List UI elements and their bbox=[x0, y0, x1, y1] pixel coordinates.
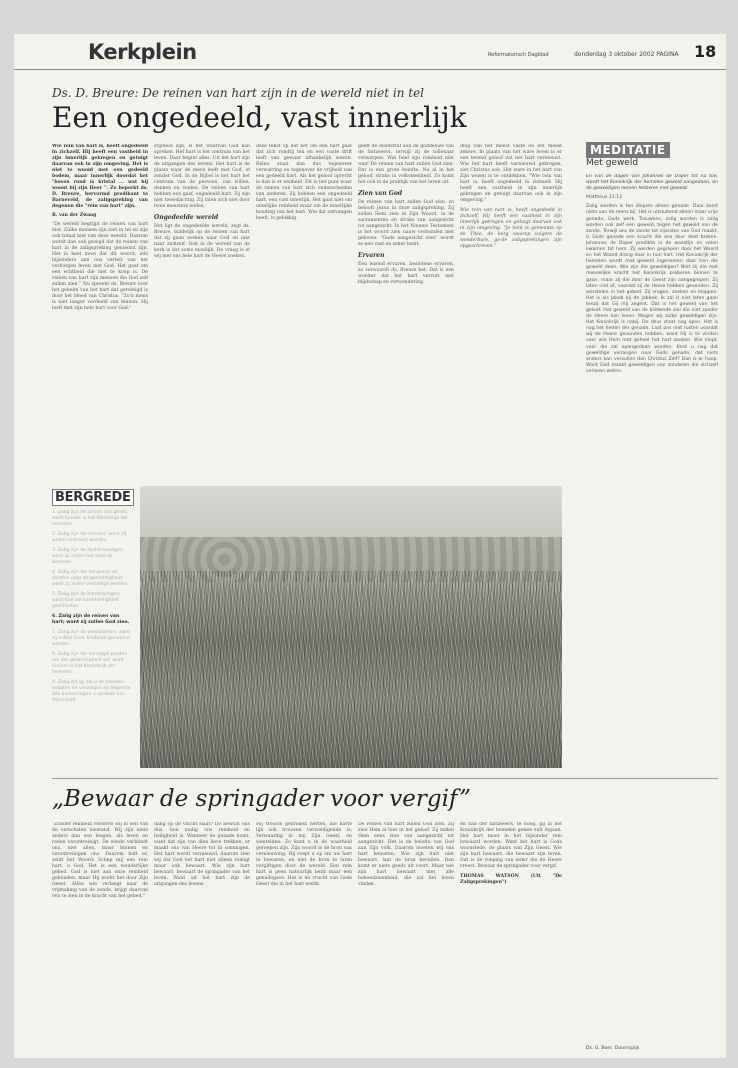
article-text: deze tekst op dat het om een hart gaat dat zich rondtij ten en een vaste drift leeft van gewaar afhankelijk wezen. Reine staat dan dus tegenover verwarring en tegenover de vrijheid van een gedeeld hart. Als het geloof oprecht is dan is er eenheid. Dit is het punt waar de reinen van hart zich onderscheiden van anderen. Zij hebben een ongedeeld hart, een vast innerlijk. Het gaat niet om uiterlijke reinheid maar om de innerlijke houding van het hart. Wie dat ontvangen heeft, is gelukkig. bbox=[256, 144, 352, 221]
meditatie-reference: Mattheus 11:12 bbox=[586, 195, 623, 201]
meditatie-label: MEDITATIE bbox=[586, 142, 670, 158]
article-byline: R. van der Zwaag bbox=[52, 213, 97, 218]
article-column-4 bbox=[358, 144, 454, 478]
article-intro: Wie rein van hart is, heeft ongedeeld in zichzelf. Hij heeft een vastheid in zijn innerlijk gekregen en getuigt daarvan ook in zijn omgeving. Het is niet te wuoid met een gedeeld bodem, maar innerlijk doordat het "boven rond is kristal ... wat hij woont bij zijn Heer ". Zo beperkt ds. D. Breure, hervormd predikant te Barneveld, de zaligspreking van degenen die "rein van hart" zijn. bbox=[52, 144, 148, 209]
article-column-1 bbox=[52, 144, 148, 478]
photo-grass bbox=[140, 571, 562, 768]
second-column-2 bbox=[154, 822, 250, 1047]
article-text: "Zonder reinheid verloren wij in een van de verschalen toestand. Wij zijn niets anders dan een leugen, als leven en reden verontreinigt. De zonde verblindt ons, niet allen, maar binnen en verontreinigen ons. Daarom bidt er, zeldt het Woord: Schep mij een rein hart, o God. Het is een wonderlijke gebed. God is niet aan onze reinheid gebonden, maar Hij werkt het door Zijn Geest. Allen wie verlangt naar de vrijmaking van de zonde, krijgt daarvan iets te zien in de kracht van het gebed." bbox=[52, 822, 148, 899]
second-column-5 bbox=[460, 822, 562, 1047]
article-subheading: Ervaren bbox=[358, 252, 385, 259]
meditatie-intro: En van de dagen van Johannes de Doper tot nu toe, wordt het Koninkrijk der hemelen geweld aangedaan, en de geweldigen nemen hetzelve met geweld. bbox=[586, 174, 718, 192]
article-text: Een lezend ervaren, beslotene ervaren, zo verwoordt ds. Breure het. Dat is een wonder dat het hart vervult met blijdschap en verwondering. bbox=[358, 262, 454, 285]
section-divider bbox=[52, 778, 718, 779]
bergrede-item: 9. Zalig zijt gij als u de mensen smaden en vervolgen en liegende alle kwaad tegen u spreken om Mijnentwil. bbox=[52, 680, 131, 703]
bergrede-item: 4. Zalig zijn die hongeren en dorsten naar de gerechtigheid; want zij zullen verzadigd worden. bbox=[52, 570, 129, 587]
pull-quote: Wie rein van hart is, heeft ongedeeld in zichzelf. Hij heeft een vastheid in zijn innerlijk gekregen en getuigt daarvan ook in zijn omgeving. "Je bent is gemeente op de Thee, de berg waarop volgers de wonderbare, ge-de zaligsprekingen zijn opgeschreven." bbox=[460, 208, 562, 249]
section-title: Kerkplein bbox=[88, 40, 197, 64]
article-text: geeft de doodstraf aan de goddeloze van de farizeeers, terwijl zij de tollenaar verwerpen. Wat heel zijn reinheid niet was! De reinen van hart zullen God zien. Dat is een grote belofte. Nu al in het geloof, straks in volkomenheid. Zo komt het ook in de praktijk van het leven uit. bbox=[358, 144, 454, 185]
newspaper-page bbox=[14, 34, 726, 1058]
article-text: stijlheid zijn, is het waarvan God kan spreken. Het hart is het centrum van het leven. Daar begint alles. Uit het hart zijn de uitgangen des levens. Het hart is de plaats waar de mens leeft met God, of zonder God. In de Bijbel is het hart het centrum van de persoon, van willen, denken en voelen. De reinen van hart hebben een gaaf, ongedeeld hart. Zij zijn niet tweeslachtig. Zij laten zich niet door twee meesters leiden. bbox=[154, 144, 250, 209]
bergrede-item: 1. Zalig zijn de armen van geest; want hunner is het Koninkrijk der hemelen. bbox=[52, 510, 129, 527]
page-header bbox=[14, 34, 726, 70]
article-text: Hij trooste gebroken herten, die harte lijk ook trouwen verweldigende is; Verwaardig in mij Zijn Geest, en wentelden: Zo kunt u in de waarheid geroepen zijn. Zijn woord is de bron van vernieuwing. Hij roept u op om uw hart te bewaren, en niet de bron te laten vergiftigen door de wereld. Een rein hart is geen natuurlijk bezit maar een genadegave. Het is de vrucht van Gods Geest die in het hart werkt. bbox=[256, 822, 352, 887]
article-headline: Een ongedeeld, vast innerlijk bbox=[52, 101, 467, 134]
field-photo bbox=[140, 486, 562, 768]
article-text: "De wereld begrijpt de reinen van hart niet. Zulke mensen zijn niet in tel en zijn ook totaal niet van deze wereld. Daarom wordt dan ook gezegd dat de reinen van hart in de zaligspreking genoemd zijn. Het is heel mooi dat dit woord, iets bijzonders aan ons vertelt van het verborgen leven met God. Het gaat om een echtheid die niet te koop is. De reinen van hart zijn mensen die God zelf zullen zien." Nu spreekt ds. Breure over het geheim van het hart dat gereinigd is door het bloed van Christus. "Zo'n mens is niet langer verdeeld van binnen. Hij leeft met zijn hele hart voor God." bbox=[52, 222, 148, 311]
article-column-5 bbox=[460, 144, 562, 478]
bergrede-item: 5. Zalig zijn de barmhartigen; want hun zal barmhartigheid geschieden. bbox=[52, 592, 121, 609]
article-text: en dan der farizeeers, te hoog, gij in het Koninkrijk der hemelen genen zult ingaan. Het hart moet in het bijzonder rein bewaard worden. Want het hart is Gods woonstede, de plaats van Zijn Geest. Wie zijn hart bewaart, die bewaart zijn leven. Dat is de roeping van ieder die de Heere vreest. Bewaar de springader voor vergif. bbox=[460, 822, 562, 869]
second-column-4 bbox=[358, 822, 454, 1047]
bergrede-title-text: BERGREDE bbox=[52, 489, 134, 506]
meditatie-title: Met geweld bbox=[586, 158, 639, 168]
meditatie-text: Zalig worden is ten diepste alleen genade. Daar komt niets van de mens bij. Het is uitsluitend alleen maar vrije genade, Gods werk. Trouwens, zalig worden is zalig worden ook zelf een geweld, tegen het geweld van de zonde. Terwijl ons de zonde tot vijanden van God maakt, is Gods genade een kracht die ons door doet breken. Johannes de Doper predikte in de woestijn en velen kwamen tot hem. Zij werden gegrepen door het Woord en het Woord drong door in hun hart. Het Koninkrijk der hemelen wordt met geweld ingenomen door hen die geweld doen. Wie zijn die geweldigen? Niet zij die met menselijke kracht het Koninkrijk proberen binnen te gaan, maar zij die door de Geest zijn aangegrepen. Zij laten niet af, voordat zij de Heere hebben gevonden. Zij worstelen in het gebed. Zij vragen, zoeken en kloppen. Het is als Jakob bij de Jabbok: Ik zal U niet laten gaan tenzij dat Gij mij zegent. Dat is het geweld van het geloof. Het geweld van de biddende ziel die niet zonder de Heere kan leven. Mogen wij zulke geweldigen zijn. Het Koninkrijk is nabij. De deur staat nog open. Het is nog het heden der genade. Laat ons niet rusten voordat wij de Heere gevonden hebben, want Hij is te vinden voor wie Hem met geheel het hart zoeken. Wie klopt, voor die zal opengedaan worden. Kent u nog dat geweldige verlangen naar Gods genade, dat niets anders kan vervullen dan Christus Zelf? Dan is er hoop. Want God maakt geweldigen van zondaren die zichzelf verloren weten. bbox=[586, 204, 718, 374]
dateline: donderdag 3 oktober 2002 PAGINA bbox=[574, 51, 679, 58]
second-column-3 bbox=[256, 822, 352, 1047]
article-text: De reinen van hart zullen God zien. Zij zien Hem al hier in het geloof. Zij zullen Hem eens zien van aangezicht tot aangezicht. Het is de belofte van God aan Zijn volk. Daarom moeten wij ons hart bewaren. Wie zijn hart niet bewaart, laat de bron bevuilen. Dan komt er niets goeds uit voort. Maar wie zijn hart bewaart met alle behoedzaamheid, die zal het leven vinden. bbox=[358, 822, 454, 887]
bergrede-item: 8. Zalig zijn die vervolgd worden om der gerechtigheid wil; want hunner is het Koninkrijk der hemelen. bbox=[52, 652, 128, 675]
bergrede-title bbox=[52, 490, 134, 505]
masthead: Reformatorisch Dagblad bbox=[488, 52, 549, 58]
second-column-1 bbox=[52, 822, 148, 1047]
article-subheading: Zien van God bbox=[358, 190, 403, 197]
article-kicker: Ds. D. Breure: De reinen van hart zijn in de wereld niet in tel bbox=[52, 86, 425, 100]
page-number: 18 bbox=[694, 42, 717, 61]
article-text: Het ligt de ongedeelde wereld, zegt ds. Breure, duidelijk op de reinen van hart dat zij gaan zoeken naar God en niet naar zichzelf. Ook in de wereld van de kerk is dat soms moeilijk. De vraag is of wij met ons hele hart de Heere zoeken. bbox=[154, 224, 250, 259]
meditatie-signature: Ds. G. Boer, Doornspijk bbox=[586, 1046, 640, 1051]
meditatie-body bbox=[586, 174, 718, 1044]
bergrede-list bbox=[52, 510, 132, 760]
article-text: De reinen van hart zullen God zien, zo belooft Jezus in deze zaligspreking. Zij zullen Hem zien in Zijn Woord, in de sacramenten en straks van aangezicht tot aangezicht. In het Nieuwe Testament is het woord zien nauw verbonden met geloven. "Gods aangezicht zien" wordt zo een vast en zeker bezit. bbox=[358, 200, 454, 247]
article-column-2 bbox=[154, 144, 250, 478]
second-article-signature: THOMAS WATSON (Uit "De Zaligsprekingen") bbox=[460, 874, 562, 885]
bergrede-item: 6. Zalig zijn de reinen van hart; want zij zullen God zien. bbox=[52, 614, 130, 625]
article-text: ding van het meest vaste en het meest zekere. In plaats van het ware leven is er een levend geloof dat het hart vernieuwt. Wie het hart heeft vernieuwd gekregen, ziet Christus ook. Het ware in het hart van Zijn wezen is te ontdekken. "Wie rein van hart is, heeft ongedeeld in zichzelf. Hij heeft een vastheid in zijn innerlijk gekregen en getuigt daarvan ook in zijn omgeving." bbox=[460, 144, 562, 203]
article-column-3 bbox=[256, 144, 352, 478]
article-text: dang op de vlucht slaat? Do bewust ons dus, hoe nodig ons reinheid en heiligheid is. Wanneer de genade komt, want dat zijn van dien lieve trekken, er maakt ons van Heere tot in sommigen. Het hart wordt vernieuwd, daarom zien wij dat God het hart niet alleen reinigt maar ook bewaart. Wie zijn hart bewaart, bewaart de springader van het leven. Want uit het hart zijn de uitgangen des levens. bbox=[154, 822, 250, 887]
bergrede-item: 3. Zalig zijn de zachtmoedigen; want zij zullen het aardrijk beerven. bbox=[52, 548, 125, 565]
second-article-headline: „Bewaar de springader voor vergif” bbox=[52, 786, 471, 812]
bergrede-item: 7. Zalig zijn de vreedzamen; want zij zullen Gods kinderen genaamd worden. bbox=[52, 630, 131, 647]
article-subheading: Ongedeelde wereld bbox=[154, 214, 219, 221]
bergrede-item: 2. Zalig zijn die treuren; want zij zullen vertroost worden. bbox=[52, 532, 127, 543]
